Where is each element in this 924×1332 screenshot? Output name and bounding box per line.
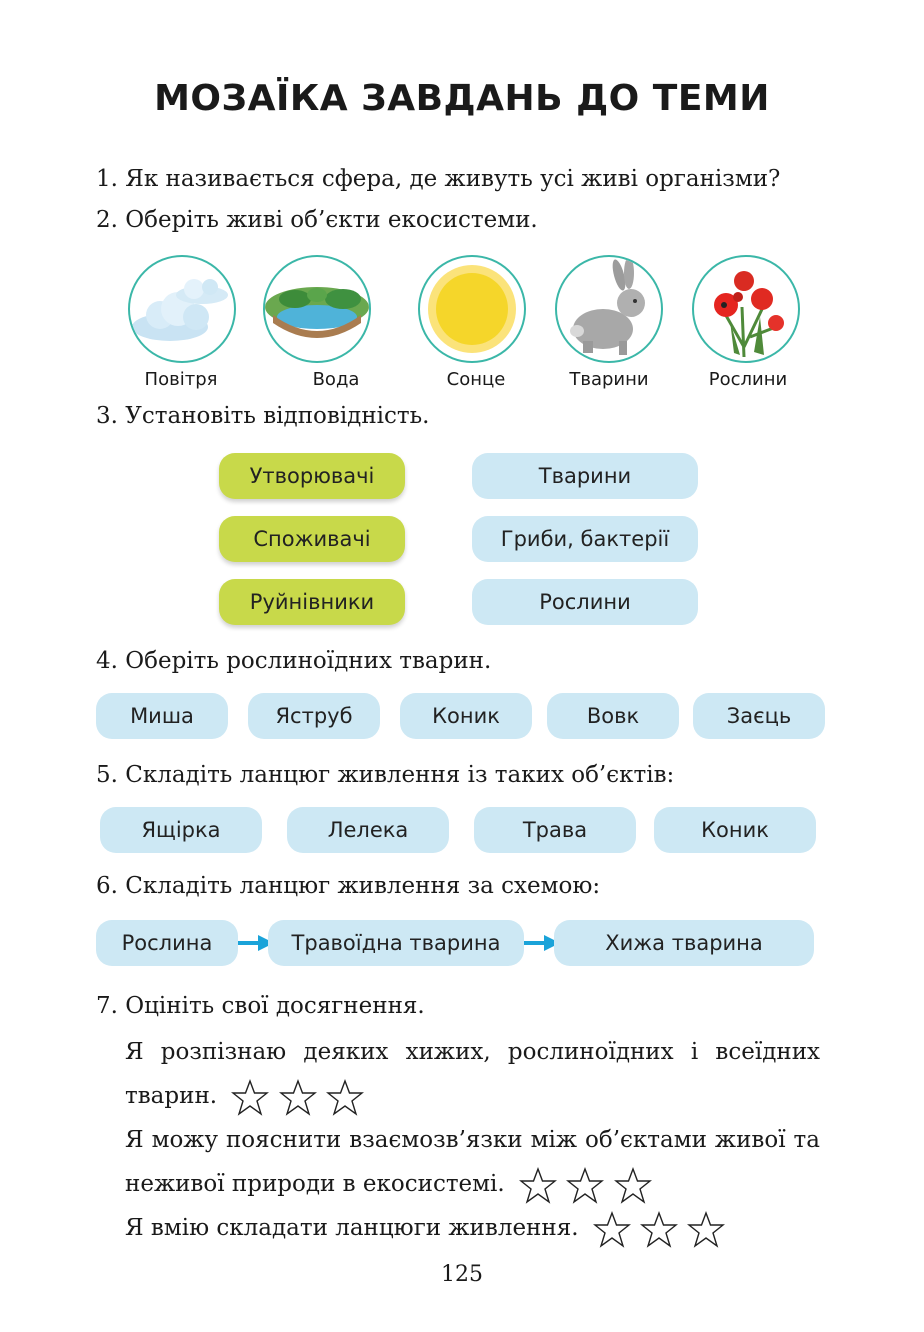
water-landscape-icon [265, 257, 369, 361]
water-label: Вода [312, 369, 360, 390]
match-animals[interactable]: Тварини [472, 453, 698, 499]
question-2: 2. Оберіть живі об’єкти екосистеми. [96, 207, 538, 233]
achievement-2-text: Я можу пояснити взаємозв’язки між об’єктами живої та неживої природи в екосистемі. [125, 1127, 820, 1197]
match-plants[interactable]: Рослини [472, 579, 698, 625]
scheme-predator[interactable]: Хижа тварина [554, 920, 814, 966]
question-3: 3. Установіть відповідність. [96, 403, 430, 429]
animal-grasshopper[interactable]: Коник [400, 693, 532, 739]
star-icon[interactable] [592, 1210, 632, 1250]
sun-icon [420, 257, 524, 361]
question-7: 7. Оцініть свої досягнення. [96, 993, 425, 1019]
scheme-plant[interactable]: Рослина [96, 920, 238, 966]
star-icon[interactable] [639, 1210, 679, 1250]
star-icon[interactable] [325, 1078, 365, 1118]
achievement-1-text: Я розпізнаю деяких хижих, рослиноїдних і всеїдних тварин. [125, 1039, 820, 1109]
achievement-3-text: Я вмію складати ланцюги живлення. [125, 1215, 579, 1241]
plants-option[interactable] [692, 255, 800, 363]
chain-lizard[interactable]: Ящірка [100, 807, 262, 853]
rating-stars-3[interactable] [592, 1207, 727, 1251]
air-option[interactable] [128, 255, 236, 363]
star-icon[interactable] [565, 1166, 605, 1206]
sun-option[interactable] [418, 255, 526, 363]
star-icon[interactable] [518, 1166, 558, 1206]
clouds-icon [130, 257, 234, 361]
water-option[interactable] [263, 255, 371, 363]
animals-option[interactable] [555, 255, 663, 363]
rating-stars-1[interactable] [230, 1075, 365, 1119]
page-title: МОЗАЇКА ЗАВДАНЬ ДО ТЕМИ [154, 78, 770, 119]
achievement-1 [125, 1030, 820, 1119]
star-icon[interactable] [230, 1078, 270, 1118]
rabbit-icon [557, 257, 661, 361]
animal-wolf[interactable]: Вовк [547, 693, 679, 739]
chain-stork[interactable]: Лелека [287, 807, 449, 853]
page-number: 125 [441, 1262, 483, 1287]
question-5: 5. Складіть ланцюг живлення із таких об’єктів: [96, 762, 675, 788]
scheme-herbivore[interactable]: Травоїдна тварина [268, 920, 524, 966]
sun-label: Сонце [446, 369, 506, 390]
match-consumers[interactable]: Споживачі [219, 516, 405, 562]
match-producers[interactable]: Утворювачі [219, 453, 405, 499]
achievement-3 [125, 1206, 820, 1251]
animal-hawk[interactable]: Яструб [248, 693, 380, 739]
air-label: Повітря [144, 369, 218, 390]
star-icon[interactable] [686, 1210, 726, 1250]
match-fungi-bacteria[interactable]: Гриби, бактерії [472, 516, 698, 562]
plants-label: Рослини [708, 369, 788, 390]
star-icon[interactable] [613, 1166, 653, 1206]
match-decomposers[interactable]: Руйнівники [219, 579, 405, 625]
poppy-flowers-icon [694, 257, 798, 361]
animals-label: Тварини [569, 369, 649, 390]
question-4: 4. Оберіть рослиноїдних тварин. [96, 648, 492, 674]
achievement-2 [125, 1118, 820, 1207]
rating-stars-2[interactable] [518, 1163, 653, 1207]
question-1: 1. Як називається сфера, де живуть усі живі організми? [96, 166, 781, 192]
star-icon[interactable] [278, 1078, 318, 1118]
chain-grass[interactable]: Трава [474, 807, 636, 853]
chain-grasshopper[interactable]: Коник [654, 807, 816, 853]
animal-hare[interactable]: Заєць [693, 693, 825, 739]
animal-mouse[interactable]: Миша [96, 693, 228, 739]
question-6: 6. Складіть ланцюг живлення за схемою: [96, 873, 601, 899]
